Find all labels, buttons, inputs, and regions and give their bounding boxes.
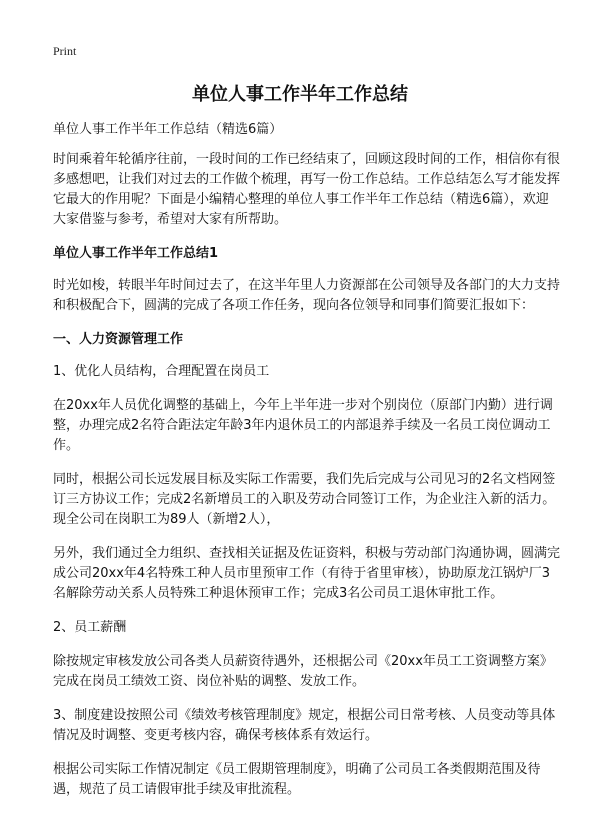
document-body bbox=[53, 120, 560, 814]
page-title: 单位人事工作半年工作总结 bbox=[192, 84, 408, 105]
part-heading: 一、人力资源管理工作 bbox=[53, 332, 184, 347]
paragraph: 根据公司实际工作情况制定《员工假期管理制度》，明确了公司员工各类假期范围及待遇，规范了员工请假审批手续及审批流程。 bbox=[53, 762, 541, 797]
paragraph: 同时，根据公司长远发展目标及实际工作需要，我们先后完成与公司见习的2名文档网签订三方协议工作；完成2名新增员工的入职及劳动合同签订工作，为企业注入新的活力。现全公司在岗职工为89人（新增2人）， bbox=[53, 472, 556, 527]
intro-paragraph: 时间乘着年轮循序往前，一段时间的工作已经结束了，回顾这段时间的工作，相信你有很多感想吧，让我们对过去的工作做个梳理，再写一份工作总结。工作总结怎么写才能发挥它最大的作用呢？下面是小编精心整理的单位人事工作半年工作总结（精选6篇），欢迎大家借鉴与参考，希望对大家有所帮助。 bbox=[53, 152, 561, 227]
document-subtitle: 单位人事工作半年工作总结（精选6篇） bbox=[53, 122, 283, 137]
paragraph: 另外，我们通过全力组织、查找相关证据及佐证资料，积极与劳动部门沟通协调，圆满完成公司20xx年4名特殊工种人员市里预审工作（有待于省里审核），协助原龙江锅炉厂3名解除劳动关系人员特殊工种退休预审工作；完成3名公司员工退休审批工作。 bbox=[53, 546, 561, 601]
item-heading: 2、员工薪酬 bbox=[53, 620, 127, 635]
paragraph: 除按规定审核发放公司各类人员薪资待遇外，还根据公司《20xx年员工工资调整方案》完成在岗员工绩效工资、岗位补贴的调整、发放工作。 bbox=[53, 654, 553, 689]
section-heading: 单位人事工作半年工作总结1 bbox=[53, 246, 219, 261]
section-intro-paragraph: 时光如梭，转眼半年时间过去了，在这半年里人力资源部在公司领导及各部门的大力支持和积极配合下，圆满的完成了各项工作任务，现向各位领导和同事们简要汇报如下： bbox=[53, 278, 561, 313]
paragraph: 在20xx年人员优化调整的基础上，今年上半年进一步对个别岗位（原部门内勤）进行调整，办理完成2名符合距法定年龄3年内退休员工的内部退养手续及一名员工岗位调动工作。 bbox=[53, 398, 553, 453]
print-link[interactable]: Print bbox=[53, 44, 77, 58]
paragraph: 3、制度建设按照公司《绩效考核管理制度》规定，根据公司日常考核、人员变动等具体情况及时调整、变更考核内容，确保考核体系有效运行。 bbox=[53, 708, 556, 743]
item-heading: 1、优化人员结构，合理配置在岗员工 bbox=[53, 364, 270, 379]
